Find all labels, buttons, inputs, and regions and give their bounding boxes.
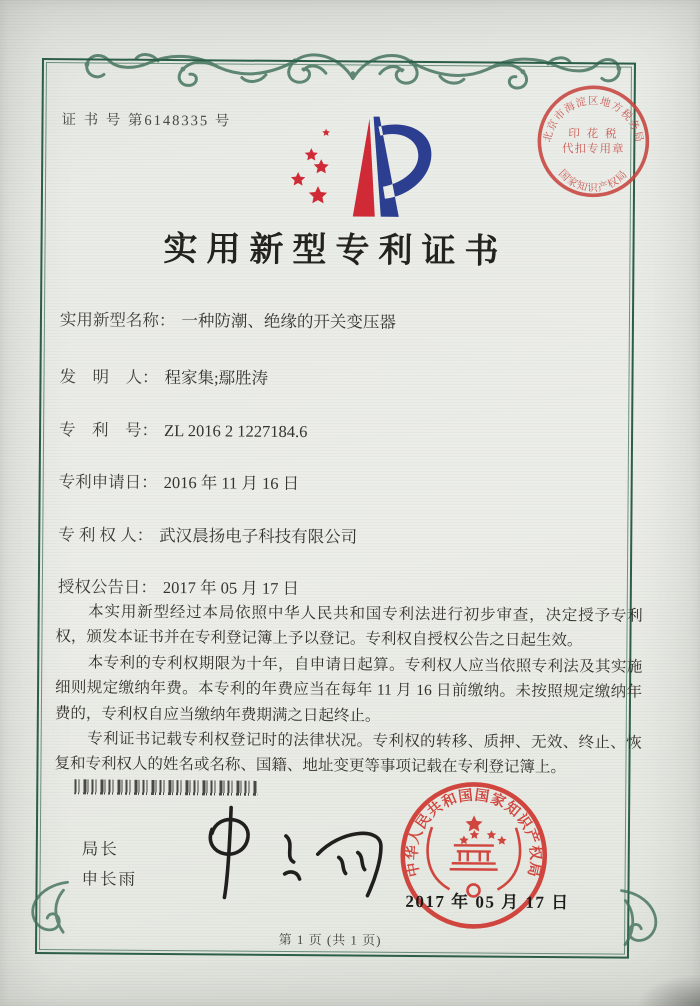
certificate-number: 证 书 号 第6148335 号 [61, 112, 232, 130]
logo-red-wedge [353, 118, 376, 216]
barcode [74, 779, 257, 795]
tax-stamp-line1: 印 花 税 [568, 128, 619, 141]
director-signature [181, 799, 397, 906]
body-paragraph: 本实用新型经过本局依照中华人民共和国专利法进行初步审查，决定授予专利权，颁发本证书并在专利登记簿上予以登记。专利权自授权公告之日起生效。 [55, 603, 643, 650]
field-label: 专 利 号： [59, 420, 159, 440]
field-value: 一种防潮、绝缘的开关变压器 [181, 311, 397, 332]
field-row-grant-date [58, 573, 628, 601]
field-row-filing-date [59, 468, 629, 496]
cnipa-logo [281, 104, 442, 220]
field-label: 专利申请日： [58, 472, 158, 492]
field-row-inventors [59, 363, 629, 391]
signer-name: 申长雨 [81, 870, 138, 889]
tax-stamp-arc-bottom: 国家知识产权局 [555, 168, 631, 195]
field-row-name [60, 306, 630, 334]
field-value: ZL 2016 2 1227184.6 [164, 420, 308, 442]
field-label: 专 利 权 人： [58, 525, 154, 545]
field-label: 授权公告日： [57, 577, 157, 597]
body-paragraph: 专利证书记载专利权登记时的法律状况。专利权的转移、质押、无效、终止、恢复和专利权人的姓名或名称、国籍、地址变更等事项记载在专利登记簿上。 [54, 730, 642, 777]
tax-stamp-arc-top: 北京市海淀区地方税务局 [542, 96, 645, 144]
page-title: 实用新型专利证书 [163, 230, 508, 271]
tax-stamp-line2: 代扣专用章 [562, 143, 625, 156]
field-value: 程家集;鄢胜涛 [164, 367, 269, 388]
logo-stars-icon [291, 128, 330, 203]
signer-block [81, 834, 137, 894]
signer-title: 局长 [81, 840, 119, 859]
field-value: 2017 年 05 月 17 日 [162, 577, 300, 599]
body-paragraph: 本专利的专利权期限为十年，自申请日起算。专利权人应当依照专利法及其实施细则规定缴纳年费。本专利的年费应当在每年 11 月 16 日前缴纳。未按照规定缴纳年费的，专利权自应当缴纳年费期满之日起终止。 [54, 654, 643, 725]
field-row-patentee [58, 521, 628, 549]
field-value: 武汉晨扬电子科技有限公司 [159, 525, 358, 547]
tax-stamp [532, 80, 655, 203]
legal-text-block [54, 599, 642, 781]
field-label: 实用新型名称： [59, 310, 176, 331]
seal-date: 2017 年 05 月 17 日 [405, 891, 570, 913]
field-value: 2016 年 11 月 16 日 [163, 472, 300, 494]
field-label: 发 明 人： [59, 367, 159, 387]
field-row-patent-no [59, 416, 629, 444]
national-emblem-icon [427, 815, 520, 897]
office-seal-arc-text: 中华人民共和国国家知识产权局 [404, 787, 544, 880]
page-footer: 第 1 页 (共 1 页) [278, 931, 382, 948]
logo-blue-p [373, 117, 432, 217]
